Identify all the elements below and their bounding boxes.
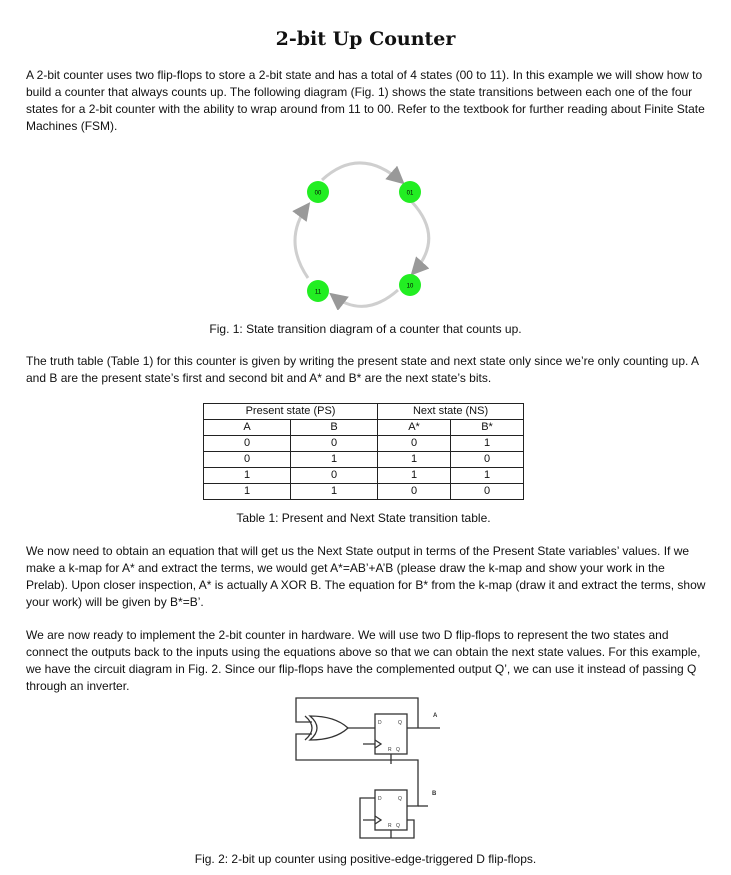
transition-01-10 bbox=[412, 202, 429, 273]
state-node-11 bbox=[307, 280, 329, 302]
output-b-label: B bbox=[432, 791, 437, 797]
svg-text:10: 10 bbox=[406, 283, 414, 290]
column-header: B bbox=[291, 420, 378, 436]
table-cell: 0 bbox=[378, 436, 451, 452]
svg-text:01: 01 bbox=[406, 190, 414, 197]
table-cell: 0 bbox=[451, 452, 524, 468]
table-cell: 1 bbox=[291, 452, 378, 468]
table-cell: 0 bbox=[204, 436, 291, 452]
state-transition-diagram bbox=[280, 150, 450, 310]
svg-text:00: 00 bbox=[314, 190, 322, 197]
table-cell: 1 bbox=[451, 436, 524, 452]
ff-a-r-pin: R bbox=[388, 747, 392, 753]
table-cell: 0 bbox=[378, 484, 451, 500]
table-cell: 0 bbox=[451, 484, 524, 500]
table-group-header-row bbox=[204, 404, 524, 420]
present-state-header: Present state (PS) bbox=[204, 404, 378, 420]
table-cell: 0 bbox=[291, 436, 378, 452]
table-cell: 1 bbox=[291, 484, 378, 500]
intro-paragraph: A 2-bit counter uses two flip-flops to store a 2-bit state and has a total of 4 states (00 to 11). In this example we will show how to build a counter that always counts up. The following diagram (Fig. 1) shows the state transitions between each one of the four states for a 2-bit counter with the ability to wrap around from 11 to 00. Refer to the textbook for further reading about Finite State Machines (FSM). bbox=[26, 68, 705, 133]
table-cell: 1 bbox=[378, 452, 451, 468]
ff-a-d-pin: D bbox=[378, 720, 382, 726]
wire-qbar-b-feedback bbox=[360, 798, 414, 838]
table-row bbox=[204, 468, 524, 484]
ff-b-q-pin: Q bbox=[398, 796, 402, 802]
table-cell: 0 bbox=[204, 452, 291, 468]
table-row bbox=[204, 452, 524, 468]
ff-b-d-pin: D bbox=[378, 796, 382, 802]
table-cell: 1 bbox=[451, 468, 524, 484]
xor-gate-back-curve bbox=[305, 716, 312, 740]
table-row bbox=[204, 484, 524, 500]
fig1-caption: Fig. 1: State transition diagram of a counter that counts up. bbox=[209, 322, 522, 336]
table-cell: 0 bbox=[291, 468, 378, 484]
hardware-paragraph: We are now ready to implement the 2-bit counter in hardware. We will use two D flip-flops to represent the two states and connect the outputs back to the inputs using the equations above so that we can obtain the next state values. For this example, we have the circuit diagram in Fig. 2. Since our flip-flops have the complemented output Q’, we can use it instead of passing Q through an inverter. bbox=[26, 628, 701, 693]
svg-text:11: 11 bbox=[314, 289, 322, 296]
truth-table bbox=[203, 403, 524, 500]
table-cell: 1 bbox=[204, 484, 291, 500]
ff-b-qbar-pin: Q bbox=[396, 823, 400, 829]
truth-table-intro: The truth table (Table 1) for this counter is given by writing the present state and next state only since we’re only counting up. A and B are the present state’s first and second bit and A* and B* are the next state’s bits. bbox=[26, 354, 699, 385]
transition-11-00 bbox=[295, 205, 308, 278]
state-node-01 bbox=[399, 181, 421, 203]
table-column-header-row bbox=[204, 420, 524, 436]
transition-00-01 bbox=[322, 163, 402, 182]
xor-gate bbox=[310, 716, 348, 740]
column-header: B* bbox=[451, 420, 524, 436]
ff-a-q-pin: Q bbox=[398, 720, 402, 726]
transition-10-11 bbox=[332, 290, 398, 306]
table-cell: 1 bbox=[204, 468, 291, 484]
page-title: 2-bit Up Counter bbox=[275, 28, 456, 50]
state-node-10 bbox=[399, 274, 421, 296]
output-a-label: A bbox=[433, 713, 438, 719]
table-cell: 1 bbox=[378, 468, 451, 484]
table-row bbox=[204, 436, 524, 452]
counter-circuit-diagram bbox=[280, 694, 460, 844]
column-header: A* bbox=[378, 420, 451, 436]
column-header: A bbox=[204, 420, 291, 436]
ff-a-qbar-pin: Q bbox=[396, 747, 400, 753]
fig2-caption: Fig. 2: 2-bit up counter using positive-edge-triggered D flip-flops. bbox=[194, 852, 537, 866]
wire-clock bbox=[363, 744, 375, 820]
next-state-header: Next state (NS) bbox=[378, 404, 524, 420]
equation-paragraph: We now need to obtain an equation that will get us the Next State output in terms of the Present State variables’ values. If we make a k-map for A* and extract the terms, we would get A*=AB’+A’B (please draw the k-map and show your work in the Prelab). Upon closer inspection, A* is actually A XOR B. The equation for B* from the k-map (draw it and extract the terms, show your work) will be given by B*=B’. bbox=[26, 544, 706, 609]
state-node-00 bbox=[307, 181, 329, 203]
table-caption: Table 1: Present and Next State transition table. bbox=[236, 511, 491, 525]
ff-b-r-pin: R bbox=[388, 823, 392, 829]
